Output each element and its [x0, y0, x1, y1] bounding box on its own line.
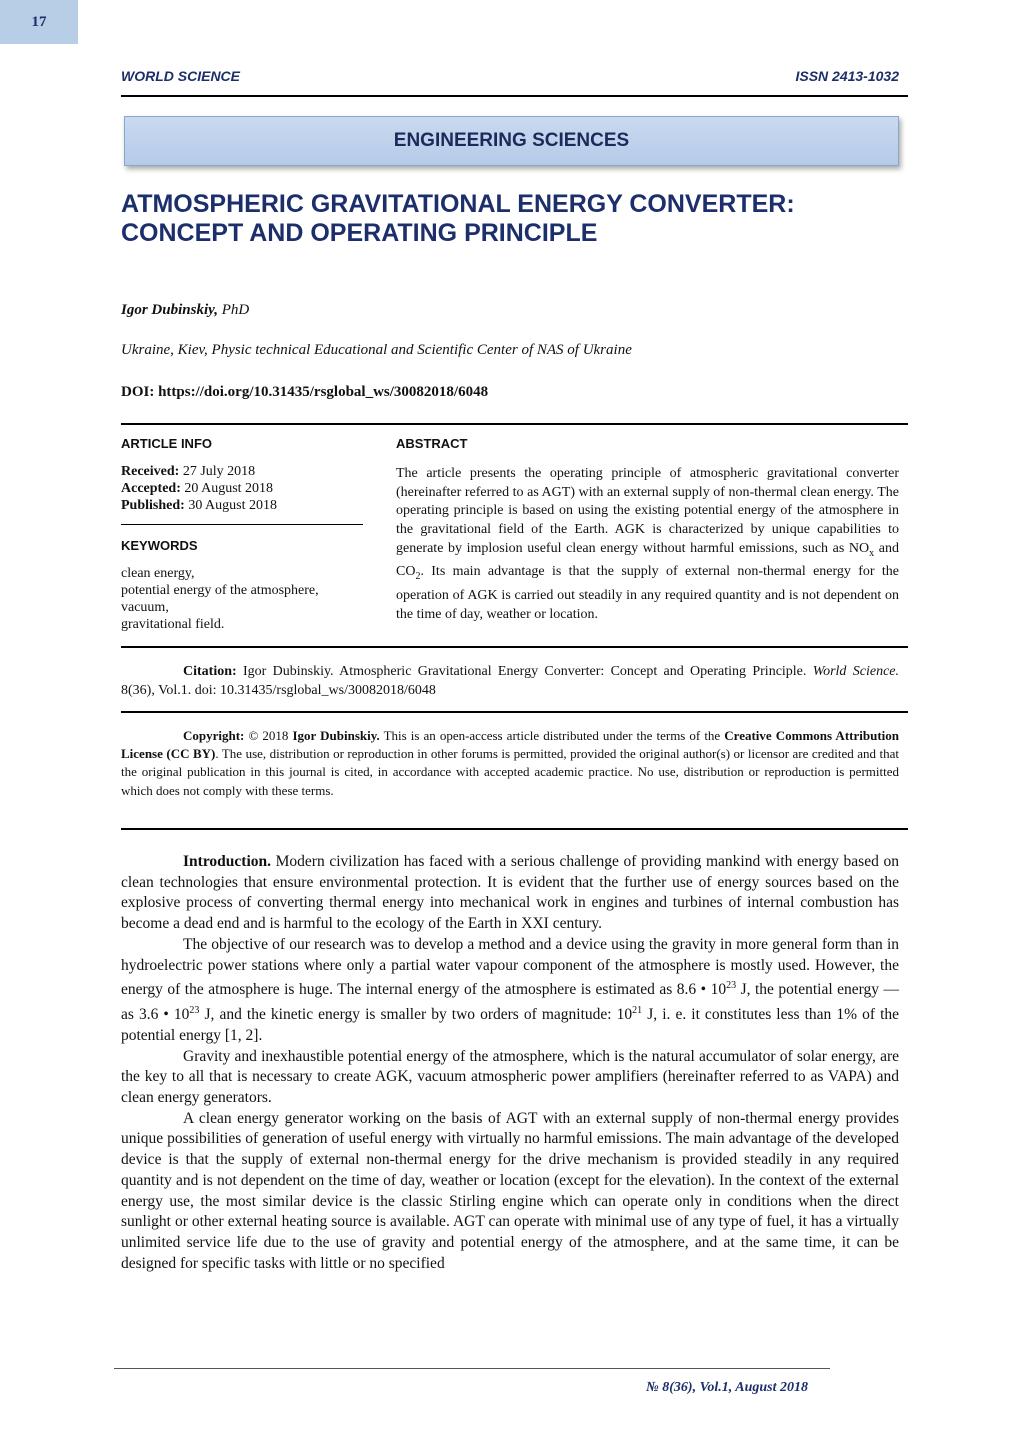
accepted-row [121, 480, 371, 497]
received-date: 27 July 2018 [182, 464, 256, 479]
published-label: Published: [121, 498, 185, 513]
body-top-rule [121, 828, 908, 830]
citation-journal: World Science. [812, 664, 899, 679]
section-banner: ENGINEERING SCIENCES [124, 116, 899, 166]
citation-text: 8(36), Vol.1. doi: 10.31435/rsglobal_ws/30082018/6048 [121, 683, 436, 698]
keyword-item: gravitational field. [121, 617, 225, 632]
received-label: Received: [121, 464, 180, 479]
footer-rule [114, 1368, 830, 1369]
keywords-rule [121, 524, 363, 525]
exponent: 21 [632, 1005, 643, 1017]
abstract-heading: ABSTRACT [396, 436, 468, 451]
copyright-text: This is an open-access article distributed under the terms of the [379, 728, 725, 743]
article-title: ATMOSPHERIC GRAVITATIONAL ENERGY CONVERTER: CONCEPT AND OPERATING PRINCIPLE [121, 190, 795, 247]
citation-text: Igor Dubinskiy. Atmospheric Gravitational Energy Converter: Concept and Operating Principle. [236, 664, 813, 679]
copyright-label: Copyright: [183, 728, 245, 743]
copyright-notice [121, 727, 899, 800]
keyword-item: clean energy, [121, 566, 195, 581]
author-degree: PhD [221, 302, 250, 318]
abstract-part: and CO [396, 540, 899, 580]
copyright-text: . The use, distribution or reproduction in other forums is permitted, provided the original author(s) or licensor are credited and that the original publication in this journal is cited, in accordance with accepted academic practice. No use, distribution or reproduction is permitted which does not comply with these terms. [121, 746, 899, 798]
exponent: 23 [189, 1005, 200, 1017]
body-paragraph: Gravity and inexhaustible potential energy of the atmosphere, which is the natural accumulator of solar energy, are the key to all that is necessary to create AGK, vacuum atmospheric power amplifiers (hereinafter referred to as VAPA) and clean energy generators. [121, 1047, 899, 1107]
issue-info: № 8(36), Vol.1, August 2018 [645, 1380, 808, 1395]
page-number: 17 [0, 0, 78, 44]
exponent: 23 [726, 980, 737, 992]
abstract-part: The article presents the operating principle of atmospheric gravitational converter (hereinafter referred to as AGT) with an external supply of non-thermal clean energy. The operating principle is based on using the existing potential energy of the atmosphere in the gravitational field of the Earth. AGK is characterized by unique capabilities to generate by implosion useful clean energy without harmful emissions, such as NO [396, 466, 899, 556]
info-top-rule [121, 423, 908, 425]
abstract-sub: x [869, 547, 875, 559]
journal-name: WORLD SCIENCE [121, 68, 240, 84]
body-paragraph [121, 852, 899, 935]
license-link[interactable]: Creative Commons Attribution License (CC BY) [121, 728, 899, 762]
accepted-label: Accepted: [121, 481, 181, 496]
intro-label: Introduction. [183, 853, 271, 870]
citation-label: Citation: [183, 664, 237, 679]
paragraph-text: J, i. e. it constitutes less than 1% of the potential energy [1, 2]. [121, 1006, 900, 1044]
abstract-part: . Its main advantage is that the supply of external non-thermal energy for the operation of AGK is carried out steadily in any required quantity and is not dependent on the time of day, weather or location. [396, 564, 899, 622]
doi-link[interactable]: DOI: https://doi.org/10.31435/rsglobal_ws/30082018/6048 [121, 384, 489, 400]
body-paragraph [121, 935, 899, 1047]
header-rule [121, 95, 908, 97]
author-name: Igor Dubinskiy, [121, 302, 218, 318]
paragraph-text: The objective of our research was to develop a method and a device using the gravity in more general form than in hydroelectric power stations where only a partial water vapour component of the atmosphere is mostly used. However, the energy of the atmosphere is huge. The internal energy of the atmosphere is estimated as 8.6 • 10 [121, 935, 899, 999]
copyright-text: © 2018 [244, 728, 293, 743]
body-paragraph: A clean energy generator working on the basis of AGT with an external supply of non-thermal energy provides unique possibilities of generation of useful energy with virtually no harmful emissions. The main advantage of the developed device is that the supply of external non-thermal energy for the drive mechanism is provided steadily in any required quantity and is not dependent on the time of day, weather or location (except for the elevation). In the context of the external energy use, the most similar device is the classic Stirling engine which can operate only in conditions when the direct sunlight or other external heating source is available. AGT can operate with minimal use of any type of fuel, it has a virtually unlimited service life due to the use of gravity and potential energy of the atmosphere, and at the same time, it can be designed for specific tasks with little or no specified [121, 1109, 899, 1272]
keyword-item: potential energy of the atmosphere, [121, 583, 319, 598]
affiliation: Ukraine, Kiev, Physic technical Educational and Scientific Center of NAS of Ukraine [121, 342, 632, 358]
abstract-sub: 2 [415, 571, 421, 583]
body-text [121, 852, 899, 1274]
paragraph-text: Modern civilization has faced with a serious challenge of providing mankind with energy based on clean technologies that ensure environmental protection. It is evident that the further use of energy sources based on the explosive process of converting thermal energy into mechanical work in engines and turbines of internal combustion has become a dead end and is harmful to the ecology of the Earth in XXI century. [121, 853, 899, 933]
issn: ISSN 2413-1032 [795, 68, 899, 84]
received-row [121, 463, 371, 480]
copyright-top-rule [121, 711, 908, 713]
accepted-date: 20 August 2018 [184, 481, 274, 496]
abstract-text [396, 465, 899, 624]
paragraph-text: J, the potential energy — as 3.6 • 10 [121, 981, 899, 1024]
article-dates [121, 463, 371, 514]
citation [121, 662, 899, 700]
copyright-author: Igor Dubinskiy. [292, 728, 380, 743]
author-line [121, 302, 249, 319]
paragraph-text: J, and the kinetic energy is smaller by two orders of magnitude: 10 [199, 1006, 633, 1024]
keywords-list [121, 565, 371, 633]
keywords-heading: KEYWORDS [121, 538, 198, 553]
citation-top-rule [121, 646, 908, 648]
keyword-item: vacuum, [121, 600, 169, 615]
article-info-heading: ARTICLE INFO [121, 436, 212, 451]
published-row [121, 497, 371, 514]
published-date: 30 August 2018 [188, 498, 277, 513]
